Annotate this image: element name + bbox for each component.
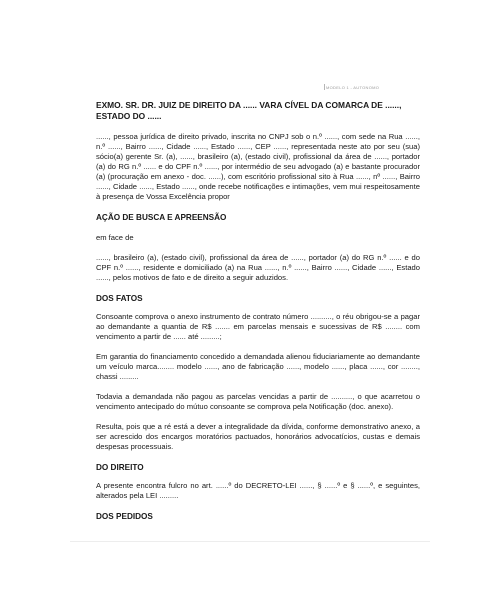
- facts-paragraph-1: Consoante comprova o anexo instrumento de contrato número .........., o réu obrigou-se a pagar ao demandante a quantia de R$ ....... em parcelas mensais e sucessivas de R$ ........ com vencimento a partir de ...... até .........;: [96, 312, 420, 341]
- addressee-heading: EXMO. SR. DR. JUIZ DE DIREITO DA ...... VARA CÍVEL DA COMARCA DE ......, ESTADO DO ......: [96, 100, 402, 121]
- against-text: em face de: [96, 233, 134, 242]
- document-body: [96, 100, 420, 530]
- facts-paragraph-2: Em garantia do financiamento concedido a demandada alienou fiduciariamente ao demandante um veículo marca........ modelo ......, ano de fabricação ......, modelo ......, placa ......, cor ........, chassi .........: [96, 352, 420, 381]
- facts-paragraph-4: Resulta, pois que a ré está a dever a integralidade da dívida, conforme demonstrativo anexo, a ser acrescido dos encargos moratórios pactuados, honorários advocatícios, custas e demais despesas processuais.: [96, 422, 420, 451]
- header-divider: [324, 84, 325, 90]
- action-title: AÇÃO DE BUSCA E APREENSÃO: [96, 213, 227, 222]
- defendant-paragraph: ......, brasileiro (a), (estado civil), profissional da área de ......, portador (a) do RG n.º ...... e do CPF n.º ......, residente e domiciliado (a) na Rua ......, n.º ......, Bairro ......, Cidade ......, Estado ......, pelos motivos de fato e de direito a seguir aduzidos.: [96, 253, 420, 282]
- header-stamp: MODELO 1 - AUTONOMO: [326, 85, 380, 90]
- intro-paragraph: ......, pessoa jurídica de direito privado, inscrita no CNPJ sob o n.º ......, com sede na Rua ......, n.º ......, Bairro ......, Cidade ......, Estado ......, CEP ......, representada neste ato por seu (sua) sócio(a) gerente Sr. (a), ......, brasileiro (a), (estado civil), profissional da área de ......, portador (a) do RG n.º ...... e do CPF n.º ......, por intermédio de seu advogado (a) e bastante procurador (a) (procuração em anexo - doc. ......), com escritório profissional sito à Rua ......, nº ......, Bairro ......, Cidade ......, Estado ......, onde recebe notificações e intimações, vem mui respeitosamente à presença de Vossa Excelência propor: [96, 132, 420, 201]
- facts-paragraph-3: Todavia a demandada não pagou as parcelas vencidas a partir de .........., o que acarretou o vencimento antecipado do mútuo consoante se comprova pela Notificação (doc. anexo).: [96, 392, 420, 411]
- facts-heading: DOS FATOS: [96, 294, 143, 303]
- page-bottom-rule: [70, 541, 430, 542]
- law-heading: DO DIREITO: [96, 463, 144, 472]
- law-paragraph-1: A presente encontra fulcro no art. ......º do DECRETO-LEI ......, § ......º e § ......º, e seguintes, alterados pela LEI .........: [96, 481, 420, 500]
- requests-heading: DOS PEDIDOS: [96, 512, 153, 521]
